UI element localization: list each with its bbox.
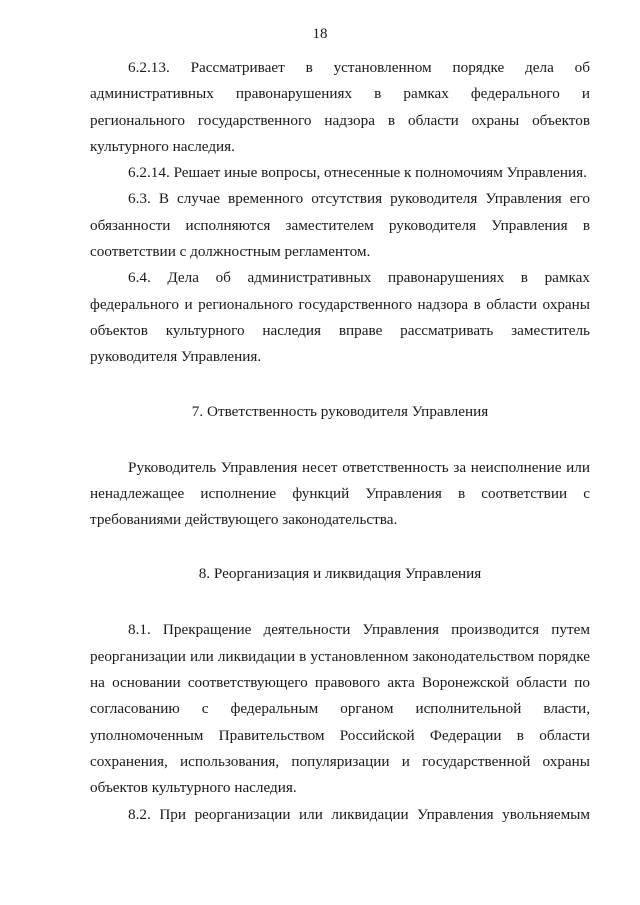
section-8-heading: 8. Реорганизация и ликвидация Управления [198, 565, 482, 583]
paragraph-7: Руководитель Управления несет ответственность за неисполнение или ненадлежащее исполнение функций Управления в соответствии с требованиями действующего законодательства. [90, 458, 590, 529]
paragraph-6-3: 6.3. В случае временного отсутствия руководителя Управления его обязанности исполняются заместителем руководителя Управления в соответствии с должностным регламентом. [90, 190, 590, 261]
paragraph-6-4: 6.4. Дела об административных правонарушениях в рамках федерального и регионального государственного надзора в области охраны объектов культурного наследия вправе рассматривать заместитель руководителя Управления. [90, 269, 590, 366]
paragraph-8-2: 8.2. При реорганизации или ликвидации Управления увольняемым [128, 805, 590, 823]
paragraph-8-1: 8.1. Прекращение деятельности Управления производится путем реорганизации или ликвидации в установленном законодательством порядке на основании соответствующего правового акта Воронежской области по согласованию с федеральным органом исполнительной власти, уполномоченным Правительством Российской Федерации в области сохранения, использования, популяризации и государственной охраны объектов культурного наследия. [90, 621, 590, 797]
page-number: 18 [312, 26, 328, 42]
section-7-heading: 7. Ответственность руководителя Управления [191, 402, 489, 420]
document-body [90, 55, 590, 828]
paragraph-6-2-13: 6.2.13. Рассматривает в установленном порядке дела об административных правонарушениях в рамках федерального и регионального государственного надзора в области охраны объектов культурного наследия. [90, 59, 590, 155]
paragraph-6-2-14: 6.2.14. Решает иные вопросы, отнесенные к полномочиям Управления. [128, 164, 587, 182]
